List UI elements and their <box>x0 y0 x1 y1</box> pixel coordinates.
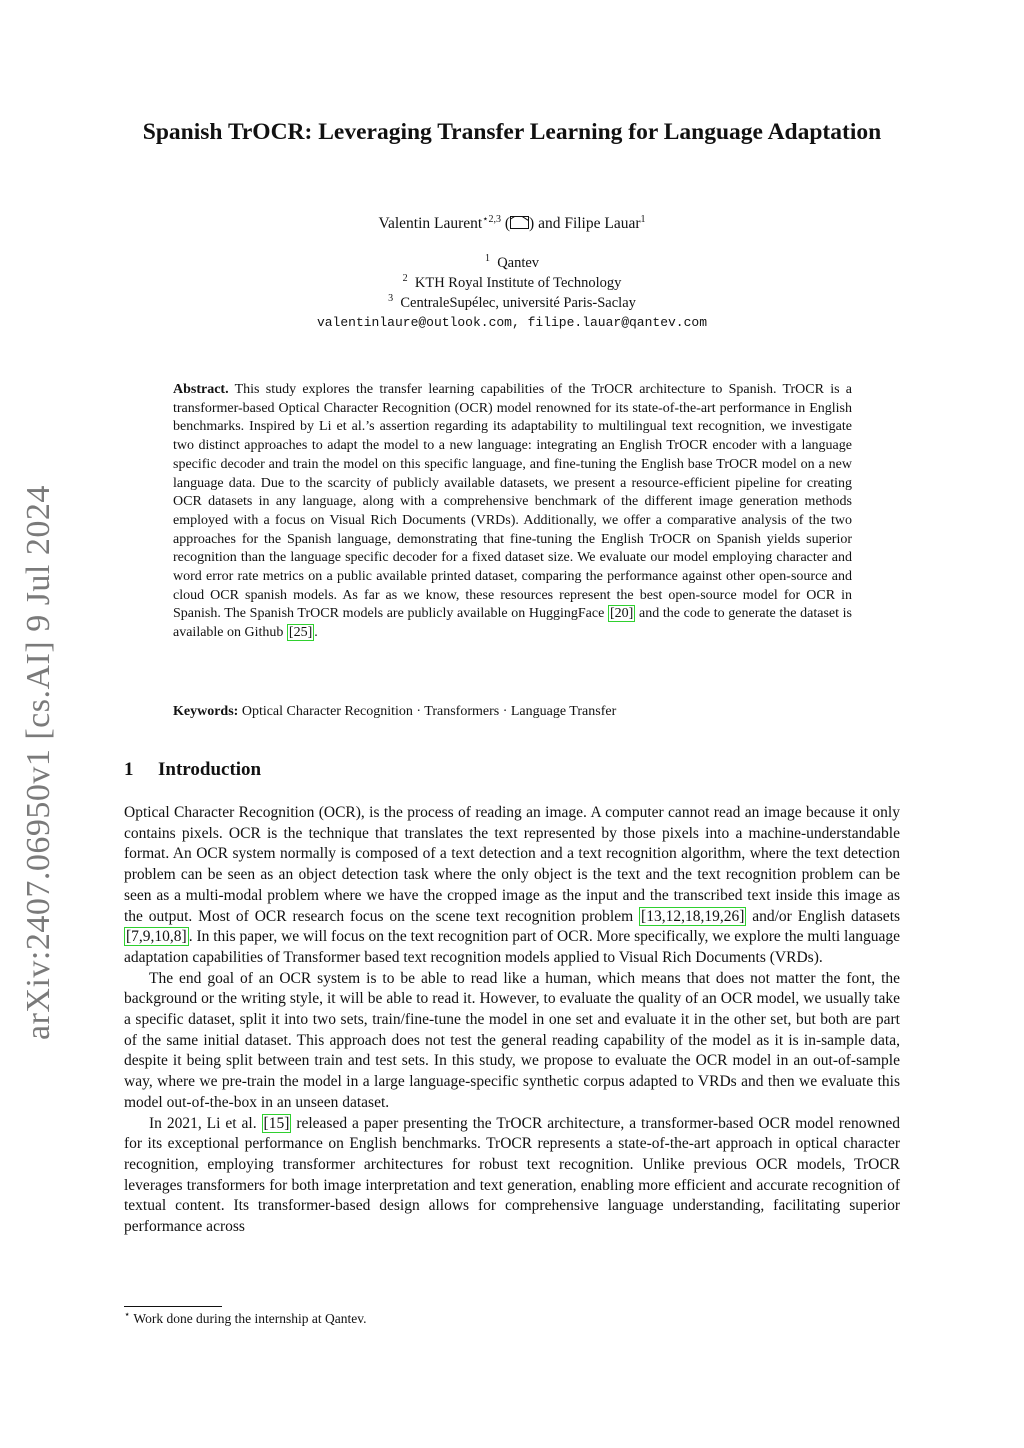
section-title: Introduction <box>158 759 262 780</box>
author-connector: and <box>538 215 561 232</box>
author-affiliation-marks: ⋆2,3 <box>482 213 501 225</box>
paragraph-text: In 2021, Li et al. <box>149 1114 257 1132</box>
paragraph-text: and/or English datasets <box>752 907 901 925</box>
paragraph <box>124 803 900 969</box>
paragraph-text: . In this paper, we will focus on the text recognition part of OCR. More specifically, we explore the multi language adaptation capabilities of Transformer based text recognition models applied to Visual Rich Documents (VRDs). <box>124 928 900 966</box>
citation-link[interactable]: [15] <box>263 1114 290 1132</box>
citation-link[interactable]: [25] <box>288 625 313 641</box>
affiliation-item <box>124 273 900 293</box>
affiliations <box>124 253 900 333</box>
citation-link[interactable]: [20] <box>609 606 634 622</box>
affiliation-item <box>124 253 900 273</box>
abstract-text: and the code to generate the dataset is available on Github <box>173 606 853 641</box>
mail-icon[interactable] <box>510 216 529 229</box>
section-heading <box>124 758 900 782</box>
paragraph <box>124 1114 900 1238</box>
author-name: Filipe Lauar <box>564 215 641 232</box>
abstract-text: . <box>314 625 318 641</box>
affiliation-mark: 2 <box>402 273 408 285</box>
footnote <box>124 1310 900 1328</box>
affiliation-mark: 1 <box>484 253 490 265</box>
keywords <box>173 702 852 721</box>
paragraph: The end goal of an OCR system is to be able to read like a human, which means that does not matter the font, the background or the writing style, it will be able to read it. However, to evaluate the quality of an OCR model, we usually take a specific dataset, split it into two sets, train/fine-tune the model in one set and evaluate it in the other set, but both are part of the same initial dataset. This approach does not test the general reading capability of the model as it is in-sample data, despite it being split between train and test sets. In this study, we propose to evaluate the OCR model in an out-of-sample way, where we pre-train the model in a large language-specific synthetic corpus adapted to VRDs and then we evaluate this model out-of-the-box in an unseen dataset. <box>124 969 900 1111</box>
abstract-text: This study explores the transfer learning capabilities of the TrOCR architecture to Spanish. TrOCR is a transformer-based Optical Character Recognition (OCR) model renowned for its state-of-the-art performance in English benchmarks. Inspired by Li et al.’s assertion regarding its adaptability to multilingual text recognition, we investigate two distinct approaches to adapt the model to a new language: integrating an English TrOCR encoder with a language specific decoder and train the model on this specific language, and fine-tuning the English base TrOCR model on a new language data. Due to the scarcity of publicly available datasets, we present a resource-efficient pipeline for creating OCR datasets in any language, along with a comprehensive benchmark of the different image generation methods employed with a focus on Visual Rich Documents (VRDs). Additionally, we offer a comparative analysis of the two approaches for the Spanish language, demonstrating that fine-tuning the English TrOCR on Spanish yields superior recognition than the language specific decoder for a fixed dataset size. We evaluate our model employing character and word error rate metrics on a public available printed dataset, comparing the performance against other open-source and cloud OCR spanish models. As far as we know, these resources represent the best open-source model for OCR in Spanish. The Spanish TrOCR models are publicly available on HuggingFace <box>173 382 853 622</box>
footnote-divider <box>124 1306 222 1307</box>
introduction-body <box>124 803 900 1238</box>
author-line: Valentin Laurent$^{⋆2,3}$ ( ) and Filipe Lauar$^1$ <box>378 213 646 232</box>
citation-link[interactable]: [13,12,18,19,26] <box>641 907 745 925</box>
affiliation-name: KTH Royal Institute of Technology <box>414 275 622 291</box>
paper-title: Spanish TrOCR: Leveraging Transfer Learning for Language Adaptation <box>142 119 882 145</box>
author-name: Valentin Laurent <box>378 215 483 232</box>
abstract-label: Abstract. <box>173 382 229 397</box>
keywords-text: Optical Character Recognition · Transformers · Language Transfer <box>241 704 617 719</box>
affiliation-mark: 3 <box>388 293 394 305</box>
author-affiliation-marks: 1 <box>640 213 646 225</box>
paragraph-text: released a paper presenting the TrOCR architecture, a transformer-based OCR model renowned for its exceptional performance on English benchmarks. TrOCR represents a state-of-the-art approach in optical character recognition, employing transformer architectures for robust text recognition. Unlike previous OCR models, TrOCR leverages transformers for both image interpretation and text generation, enabling more efficient and accurate recognition of textual content. Its transformer-based design allows for comprehensive language understanding, facilitating superior performance across <box>124 1114 901 1236</box>
footnote-text: Work done during the internship at Qantev. <box>133 1311 367 1326</box>
section-number: 1 <box>124 759 134 780</box>
affiliation-item <box>124 293 900 313</box>
affiliation-name: CentraleSupélec, université Paris-Saclay <box>400 295 636 311</box>
paragraph-text: Optical Character Recognition (OCR), is the process of reading an image. A computer cannot read an image because it only contains pixels. OCR is the technique that translates the text represented by those pixels into a machine-understandable format. An OCR system normally is composed of a text detection and a text recognition algorithm, where the text detection problem can be seen as an object detection task where the only object is the text and the text recognition problem can be seen as a multi-modal problem where we have the cropped image as the input and the transcribed text inside this image as the output. Most of OCR research focus on the scene text recognition problem <box>124 804 900 925</box>
affiliation-name: Qantev <box>497 255 540 271</box>
abstract <box>173 381 852 643</box>
arxiv-identifier: arXiv:2407.06950v1 [cs.AI] 9 Jul 2024 <box>20 485 57 1040</box>
citation-link[interactable]: [7,9,10,8] <box>126 928 187 946</box>
author-emails[interactable]: valentinlaure@outlook.com, filipe.lauar@qantev.com <box>316 315 708 330</box>
keywords-label: Keywords: <box>173 704 239 719</box>
footnote-mark: ⋆ <box>124 1309 131 1321</box>
